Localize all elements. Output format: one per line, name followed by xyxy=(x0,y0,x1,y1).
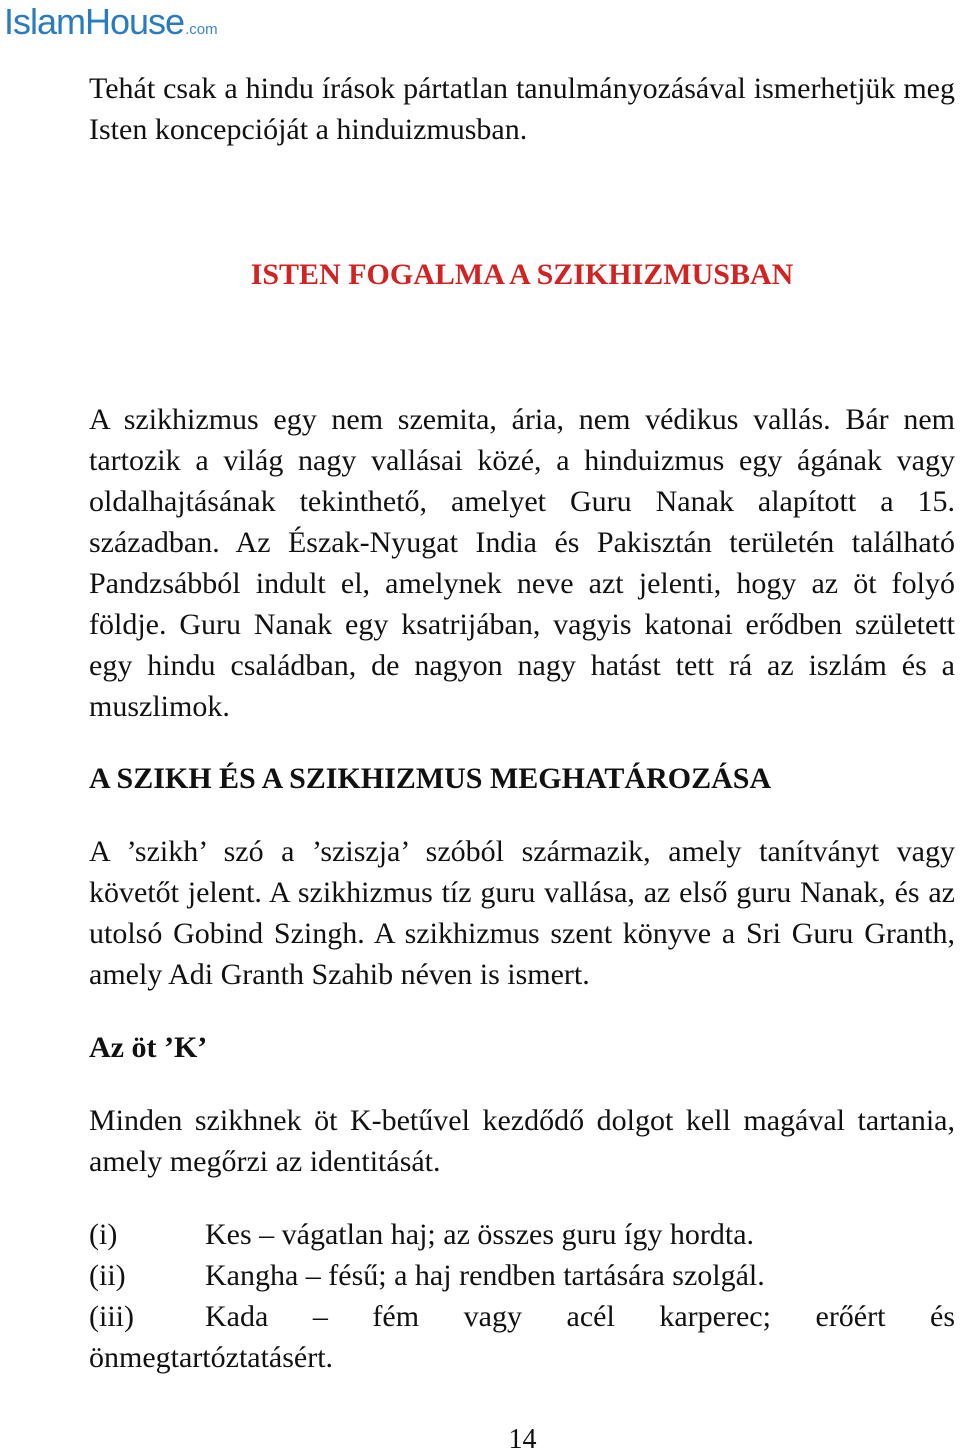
page-content xyxy=(89,68,955,1378)
page-number: 14 xyxy=(508,1424,537,1455)
logo-suffix-text: .com xyxy=(185,21,218,38)
list-item xyxy=(89,1214,955,1255)
list-item-number: (i) xyxy=(89,1218,118,1251)
heading-five-k: Az öt ’K’ xyxy=(89,1031,208,1064)
list-item-text: Kada – fém vagy acél karperec; erőért és xyxy=(205,1300,955,1333)
list-item xyxy=(89,1255,955,1296)
heading-definition: A SZIKH ÉS A SZIKHIZMUS MEGHATÁROZÁSA xyxy=(89,762,772,795)
paragraph-five-k: Minden szikhnek öt K-betűvel kezdődő dolgot kell magával tartania, amely megőrzi az identitását. xyxy=(89,1104,955,1178)
list-item-number: (iii) xyxy=(89,1300,134,1333)
intro-paragraph: Tehát csak a hindu írások pártatlan tanulmányozásával ismerhetjük meg Isten koncepcióját a hinduizmusban. xyxy=(89,72,955,146)
list-item-text: Kangha – fésű; a haj rendben tartására szolgál. xyxy=(205,1259,765,1292)
paragraph-definition: A ’szikh’ szó a ’sziszja’ szóból származik, amely tanítványt vagy követőt jelent. A szikhizmus tíz guru vallása, az első guru Nanak, és az utolsó Gobind Szingh. A szikhizmus szent könyve a Sri Guru Granth, amely Adi Granth Szahib néven is ismert. xyxy=(89,835,955,991)
list-item-text: Kes – vágatlan haj; az összes guru így hordta. xyxy=(205,1218,755,1251)
paragraph-sikhism-intro: A szikhizmus egy nem szemita, ária, nem védikus vallás. Bár nem tartozik a világ nagy vallásai közé, a hinduizmus egy ágának vagy oldalhajtásának tekinthető, amelyet Guru Nanak alapított a 15. században. Az Észak-Nyugat India és Pakisztán területén található Pandzsábból indult el, amelynek neve azt jelenti, hogy az öt folyó földje. Guru Nanak egy ksatrijában, vagyis katonai erődben született egy hindu családban, de nagyon nagy hatást tett rá az iszlám és a muszlimok. xyxy=(89,403,955,723)
list-item xyxy=(89,1296,955,1337)
islamhouse-logo xyxy=(4,2,218,50)
section-title: ISTEN FOGALMA A SZIKHIZMUSBAN xyxy=(250,258,794,291)
logo-main-text: IslamHouse xyxy=(4,1,185,42)
list-item-number: (ii) xyxy=(89,1259,126,1292)
list-item-continuation: önmegtartóztatásért. xyxy=(89,1341,334,1374)
five-k-list xyxy=(89,1214,955,1378)
